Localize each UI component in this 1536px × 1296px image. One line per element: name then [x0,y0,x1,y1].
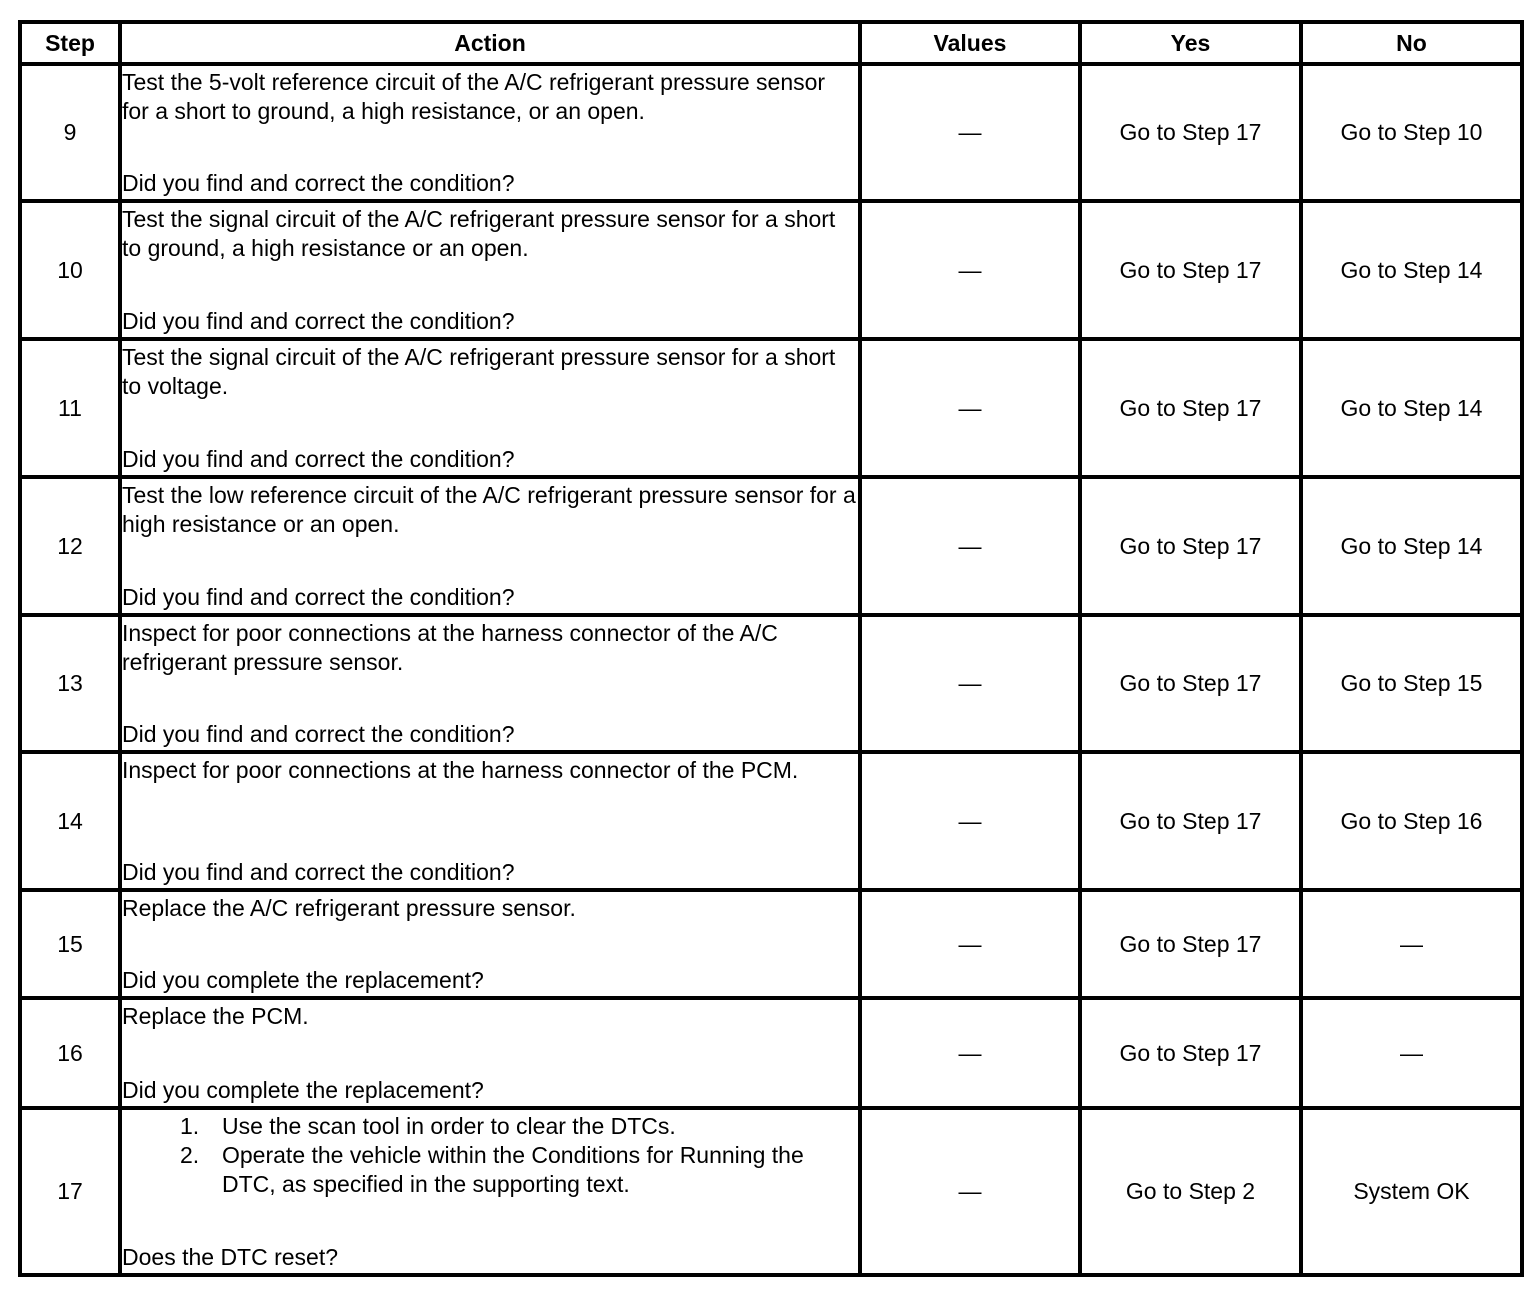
action-text: Inspect for poor connections at the harness connector of the A/C refrigerant pressure sensor. [122,619,778,675]
values-cell: — [860,890,1080,998]
table-row [20,615,1522,752]
no-cell: Go to Step 14 [1301,477,1522,615]
table-row [20,752,1522,890]
no-cell: Go to Step 15 [1301,615,1522,752]
table-row [20,201,1522,339]
action-question: Did you find and correct the condition? [122,307,515,334]
action-text: Replace the PCM. [122,1002,309,1029]
values-cell: — [860,339,1080,477]
step-number: 15 [20,890,120,998]
yes-cell: Go to Step 17 [1080,477,1301,615]
no-cell: Go to Step 16 [1301,752,1522,890]
action-cell [120,64,860,201]
substep-item [180,1141,858,1199]
substep-text: Operate the vehicle within the Conditions for Running the DTC, as specified in the supporting text. [222,1141,804,1197]
table-row [20,1108,1522,1275]
yes-cell: Go to Step 17 [1080,201,1301,339]
header-no: No [1301,22,1522,64]
action-question: Did you find and correct the condition? [122,445,515,472]
table-row [20,64,1522,201]
yes-cell: Go to Step 2 [1080,1108,1301,1275]
step-number: 13 [20,615,120,752]
step-number: 11 [20,339,120,477]
values-cell: — [860,998,1080,1108]
step-number: 17 [20,1108,120,1275]
action-text: Test the signal circuit of the A/C refrigerant pressure sensor for a short to voltage. [122,343,836,399]
no-cell: Go to Step 14 [1301,339,1522,477]
values-cell: — [860,477,1080,615]
action-question: Did you find and correct the condition? [122,169,515,196]
table-row [20,339,1522,477]
no-cell: System OK [1301,1108,1522,1275]
values-cell: — [860,615,1080,752]
step-number: 14 [20,752,120,890]
table-header-row [20,22,1522,64]
values-cell: — [860,201,1080,339]
action-cell [120,890,860,998]
substep-number: 2. [180,1141,200,1168]
step-number: 16 [20,998,120,1108]
action-text: Inspect for poor connections at the harness connector of the PCM. [122,756,799,783]
action-question: Did you find and correct the condition? [122,583,515,610]
yes-cell: Go to Step 17 [1080,615,1301,752]
action-question: Did you find and correct the condition? [122,720,515,747]
action-cell [120,998,860,1108]
action-text: Test the low reference circuit of the A/C refrigerant pressure sensor for a high resistance or an open. [122,481,856,537]
values-cell: — [860,64,1080,201]
table-row [20,890,1522,998]
action-text: Test the 5-volt reference circuit of the A/C refrigerant pressure sensor for a short to ground, a high resistance, or an open. [122,68,826,124]
diagnostic-table [18,20,1524,1277]
action-text: Replace the A/C refrigerant pressure sensor. [122,894,576,921]
no-cell: Go to Step 10 [1301,64,1522,201]
substep-number: 1. [180,1112,200,1139]
table-row [20,998,1522,1108]
no-cell: Go to Step 14 [1301,201,1522,339]
action-cell [120,1108,860,1275]
action-text: Test the signal circuit of the A/C refrigerant pressure sensor for a short to ground, a high resistance or an open. [122,205,836,261]
action-cell [120,752,860,890]
header-values: Values [860,22,1080,64]
no-cell: — [1301,998,1522,1108]
header-action: Action [120,22,860,64]
values-cell: — [860,752,1080,890]
action-cell [120,201,860,339]
no-cell: — [1301,890,1522,998]
table-row [20,477,1522,615]
yes-cell: Go to Step 17 [1080,890,1301,998]
step-number: 12 [20,477,120,615]
action-question: Did you find and correct the condition? [122,858,515,885]
action-question: Did you complete the replacement? [122,966,484,993]
action-cell [120,615,860,752]
yes-cell: Go to Step 17 [1080,339,1301,477]
header-yes: Yes [1080,22,1301,64]
yes-cell: Go to Step 17 [1080,752,1301,890]
substep-list [122,1112,858,1199]
substep-text: Use the scan tool in order to clear the DTCs. [222,1112,676,1139]
action-question: Does the DTC reset? [122,1243,339,1270]
yes-cell: Go to Step 17 [1080,64,1301,201]
action-cell [120,477,860,615]
values-cell: — [860,1108,1080,1275]
step-number: 10 [20,201,120,339]
action-cell [120,339,860,477]
substep-item [180,1112,858,1141]
action-question: Did you complete the replacement? [122,1076,484,1103]
header-step: Step [20,22,120,64]
yes-cell: Go to Step 17 [1080,998,1301,1108]
step-number: 9 [20,64,120,201]
